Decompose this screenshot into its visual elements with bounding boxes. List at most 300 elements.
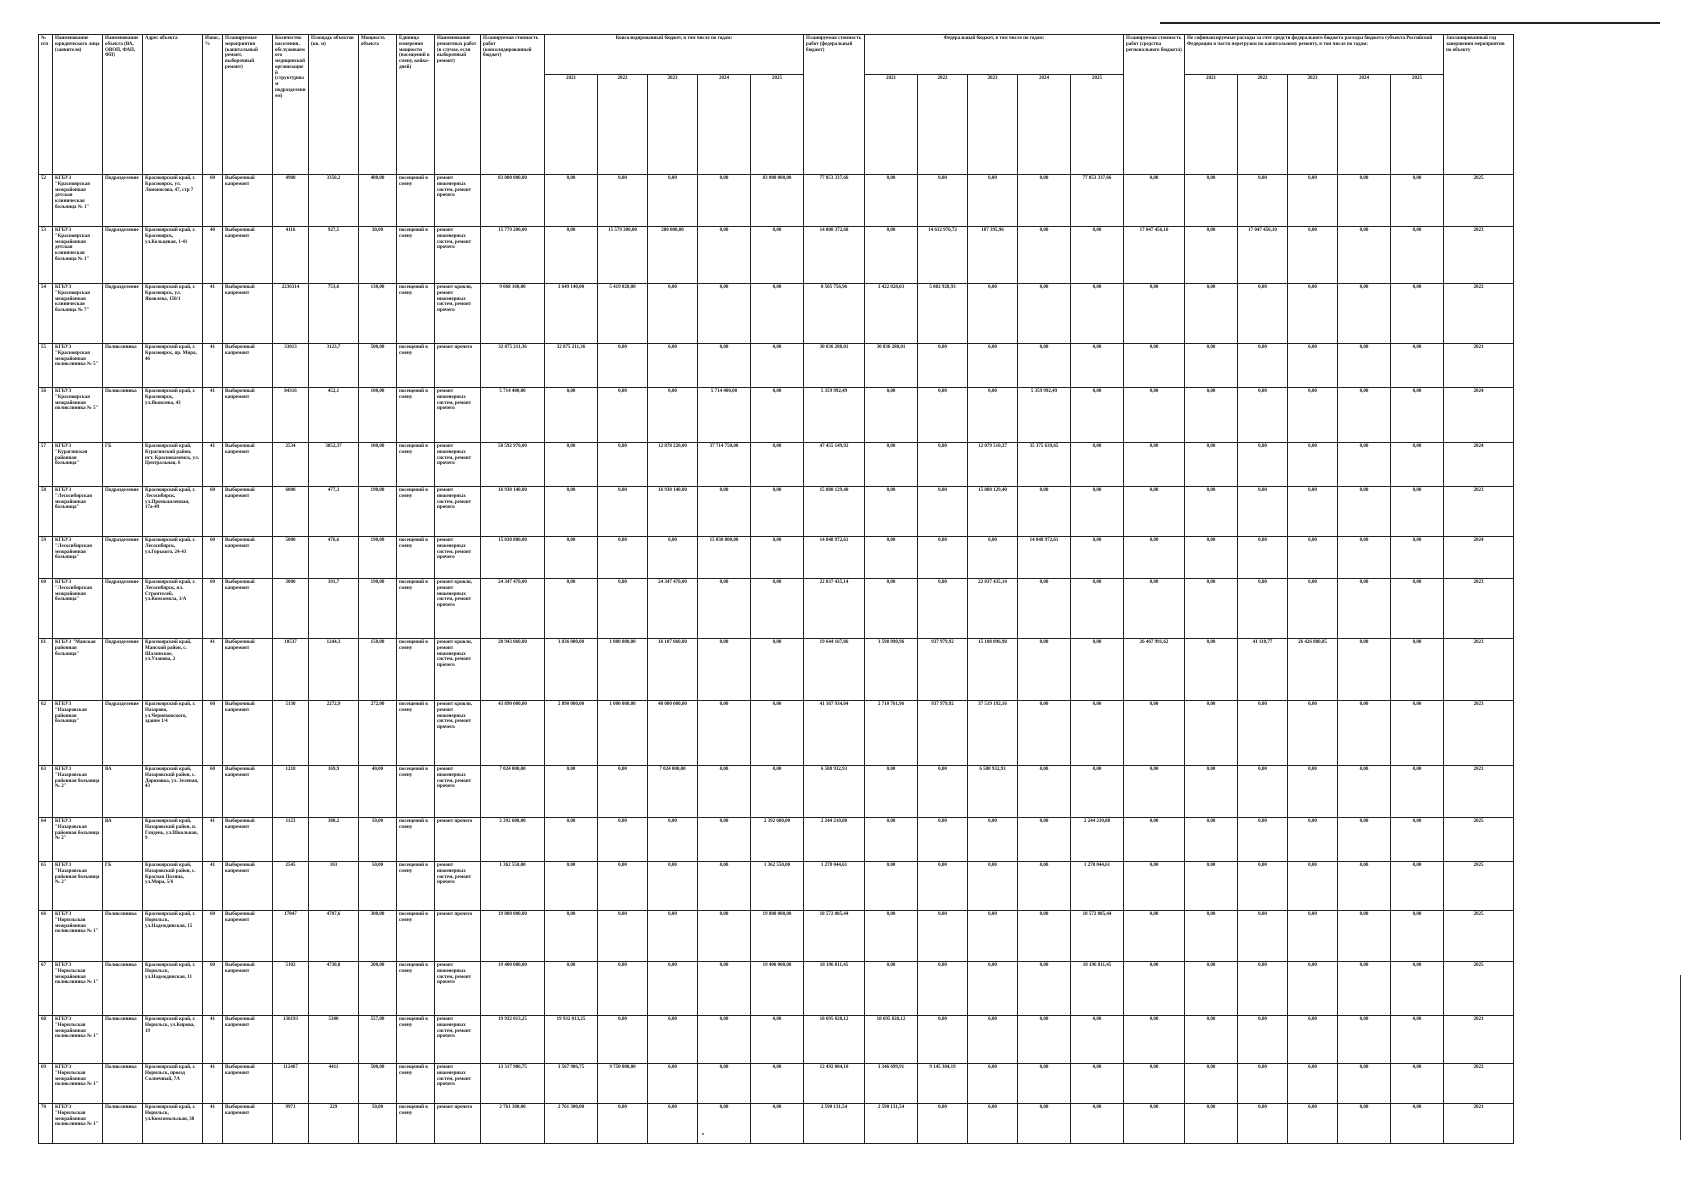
col-header-area: Площадь объектов (кв. м) bbox=[309, 35, 359, 175]
cell-nonco-year: 0,00 bbox=[1185, 766, 1238, 818]
cell-consolidated-cost: 7 024 000,00 bbox=[481, 766, 545, 818]
cell-nonco-year: 0,00 bbox=[1338, 227, 1391, 284]
cell-address: Красноярский край, г. Лесосибирск, ул.Горького, 24-43 bbox=[143, 537, 203, 579]
col-header-regional-cost: Планируемая стоимость работ (средства регионального бюджета) bbox=[1124, 35, 1185, 175]
cell-federal-cost: 77 853 337,66 bbox=[804, 175, 865, 227]
cell-served: 33013 bbox=[273, 344, 309, 388]
cell-cons-year: 19 800 000,00 bbox=[751, 911, 804, 962]
cell-address: Красноярский край, г. Норильск, ул.Кирова, 19 bbox=[143, 1016, 203, 1064]
cell-fed-year: 0,00 bbox=[918, 579, 968, 639]
cell-fed-year: 1 278 044,61 bbox=[1071, 862, 1124, 911]
cell-cons-year: 0,00 bbox=[698, 766, 751, 818]
cell-nonco-year: 0,00 bbox=[1391, 443, 1444, 487]
cell-works-list: ремонт инженерных систем, ремонт прочего bbox=[435, 175, 481, 227]
cell-regional-cost: 0,00 bbox=[1124, 175, 1185, 227]
cell-cons-year: 0,00 bbox=[698, 344, 751, 388]
cell-no: 62 bbox=[39, 701, 53, 766]
cell-nonco-year: 0,00 bbox=[1185, 344, 1238, 388]
cell-nonco-year: 0,00 bbox=[1185, 639, 1238, 701]
cell-wear: 60 bbox=[203, 766, 223, 818]
cell-year-done: 2024 bbox=[1444, 388, 1514, 443]
table-row bbox=[39, 175, 1514, 227]
cell-cons-year: 0,00 bbox=[751, 284, 804, 344]
cell-wear: 41 bbox=[203, 818, 223, 862]
cell-nonco-year: 0,00 bbox=[1288, 388, 1338, 443]
cell-nonco-year: 0,00 bbox=[1338, 639, 1391, 701]
cell-regional-cost: 0,00 bbox=[1124, 818, 1185, 862]
table-row bbox=[39, 537, 1514, 579]
cell-federal-cost: 47 455 149,92 bbox=[804, 443, 865, 487]
cell-address: Красноярский край, г. Красноярск, пр. Мира, 46 bbox=[143, 344, 203, 388]
cell-planned-works: Выборочный капремонт bbox=[223, 227, 273, 284]
cell-served: 2534 bbox=[273, 443, 309, 487]
cell-object-name: Подразделение bbox=[103, 284, 143, 344]
scan-edge-line bbox=[1680, 975, 1681, 1140]
cell-year-done: 2021 bbox=[1444, 1016, 1514, 1064]
cell-capacity: 150,00 bbox=[359, 639, 397, 701]
cell-fed-year: 0,00 bbox=[1071, 639, 1124, 701]
cell-nonco-year: 0,00 bbox=[1338, 962, 1391, 1016]
cell-served: 2236314 bbox=[273, 284, 309, 344]
cell-fed-year: 0,00 bbox=[1071, 1016, 1124, 1064]
cell-object-name: ГБ bbox=[103, 862, 143, 911]
cell-cons-year: 1 000 000,00 bbox=[598, 639, 648, 701]
cell-capacity-unit: посещений в смену bbox=[397, 227, 435, 284]
cell-planned-works: Выборочный капремонт bbox=[223, 443, 273, 487]
cell-fed-year: 0,00 bbox=[968, 175, 1018, 227]
cell-nonco-year: 0,00 bbox=[1185, 862, 1238, 911]
table-row bbox=[39, 639, 1514, 701]
cell-fed-year: 2 710 761,96 bbox=[865, 701, 918, 766]
cell-regional-cost: 0,00 bbox=[1124, 766, 1185, 818]
cell-cons-year: 5 714 400,00 bbox=[698, 388, 751, 443]
cell-wear: 60 bbox=[203, 175, 223, 227]
cell-fed-year: 18 572 085,44 bbox=[1071, 911, 1124, 962]
col-header-cons-year: 2021 bbox=[545, 75, 598, 175]
cell-fed-year: 0,00 bbox=[1018, 579, 1071, 639]
cell-fed-year: 0,00 bbox=[1018, 911, 1071, 962]
cell-cons-year: 0,00 bbox=[598, 1016, 648, 1064]
cell-nonco-year: 0,00 bbox=[1391, 487, 1444, 537]
col-header-cons-year: 2025 bbox=[751, 75, 804, 175]
cell-federal-cost: 8 505 756,96 bbox=[804, 284, 865, 344]
cell-works-list: ремонт прочего bbox=[435, 911, 481, 962]
cell-cons-year: 0,00 bbox=[545, 537, 598, 579]
cell-object-name: Подразделение bbox=[103, 227, 143, 284]
cell-fed-year: 0,00 bbox=[968, 962, 1018, 1016]
col-header-year-done: Запланированный год завершения мероприятия по объекту bbox=[1444, 35, 1514, 175]
cell-capacity: 500,00 bbox=[359, 344, 397, 388]
cell-served: 6000 bbox=[273, 487, 309, 537]
cell-fed-year: 12 079 510,27 bbox=[968, 443, 1018, 487]
cell-works-list: ремонт инженерных систем, ремонт прочего bbox=[435, 1016, 481, 1064]
cell-nonco-year: 0,00 bbox=[1185, 579, 1238, 639]
cell-no: 56 bbox=[39, 388, 53, 443]
cell-area: 1244,3 bbox=[309, 639, 359, 701]
cell-nonco-year: 0,00 bbox=[1288, 862, 1338, 911]
cell-nonco-year: 0,00 bbox=[1238, 487, 1288, 537]
cell-nonco-year: 0,00 bbox=[1185, 487, 1238, 537]
cell-institution: КГБУЗ "Лесосибирская межрайонная больница" bbox=[53, 579, 103, 639]
cell-fed-year: 0,00 bbox=[1018, 1064, 1071, 1104]
cell-works-list: ремонт кровли, ремонт инженерных систем, ремонт прочего bbox=[435, 639, 481, 701]
table-row bbox=[39, 487, 1514, 537]
cell-nonco-year: 0,00 bbox=[1185, 537, 1238, 579]
cell-institution: КГБУЗ "Норильская межрайонная поликлиника № 1" bbox=[53, 1016, 103, 1064]
cell-fed-year: 0,00 bbox=[968, 911, 1018, 962]
table-row bbox=[39, 862, 1514, 911]
cell-capacity: 30,00 bbox=[359, 227, 397, 284]
cell-cons-year: 0,00 bbox=[751, 344, 804, 388]
cell-capacity: 200,00 bbox=[359, 962, 397, 1016]
cell-institution: КГБУЗ "Назаровская районная больница № 2" bbox=[53, 862, 103, 911]
cell-address: Красноярский край, г. Красноярск, ул.Кольцевая, 1-41 bbox=[143, 227, 203, 284]
cell-planned-works: Выборочный капремонт bbox=[223, 701, 273, 766]
cell-works-list: ремонт инженерных систем, ремонт прочего bbox=[435, 537, 481, 579]
cell-capacity-unit: посещений в смену bbox=[397, 175, 435, 227]
col-header-no: № п/п bbox=[39, 35, 53, 175]
cell-fed-year: 0,00 bbox=[1018, 701, 1071, 766]
cell-fed-year: 0,00 bbox=[918, 537, 968, 579]
cell-object-name: Подразделение bbox=[103, 639, 143, 701]
cell-fed-year: 0,00 bbox=[968, 1064, 1018, 1104]
cell-planned-works: Выборочный капремонт bbox=[223, 962, 273, 1016]
cell-cons-year: 0,00 bbox=[598, 579, 648, 639]
cell-cons-year: 0,00 bbox=[545, 911, 598, 962]
cell-nonco-year: 0,00 bbox=[1391, 962, 1444, 1016]
cell-works-list: ремонт кровли, ремонт инженерных систем, ремонт прочего bbox=[435, 579, 481, 639]
cell-works-list: ремонт инженерных систем, ремонт прочего bbox=[435, 443, 481, 487]
cell-institution: КГБУЗ "Норильская межрайонная поликлиника № 1" bbox=[53, 962, 103, 1016]
cell-cons-year: 0,00 bbox=[648, 818, 698, 862]
col-header-served: Количество населения, обслуживаемого медицинской организацией (структурным подразделением) bbox=[273, 35, 309, 175]
cell-consolidated-cost: 13 317 986,75 bbox=[481, 1064, 545, 1104]
cell-capacity: 190,00 bbox=[359, 537, 397, 579]
cell-capacity: 500,00 bbox=[359, 1064, 397, 1104]
cell-consolidated-cost: 24 347 470,00 bbox=[481, 579, 545, 639]
cell-object-name: Подразделение bbox=[103, 701, 143, 766]
cell-planned-works: Выборочный капремонт bbox=[223, 388, 273, 443]
cell-institution: КГБУЗ "Красноярская межрайонная клиническая больница № 7" bbox=[53, 284, 103, 344]
cell-nonco-year: 0,00 bbox=[1238, 818, 1288, 862]
cell-fed-year: 0,00 bbox=[1018, 766, 1071, 818]
cell-regional-cost: 17 047 456,10 bbox=[1124, 227, 1185, 284]
cell-consolidated-cost: 2 761 300,00 bbox=[481, 1104, 545, 1144]
cell-cons-year: 3 649 140,00 bbox=[545, 284, 598, 344]
cell-served: 5000 bbox=[273, 537, 309, 579]
cell-nonco-year: 0,00 bbox=[1391, 911, 1444, 962]
cell-capacity: 400,00 bbox=[359, 175, 397, 227]
cell-address: Красноярский край, Назаровский район, с. Дороховка, ул. Зеленая, 43 bbox=[143, 766, 203, 818]
cell-cons-year: 9 750 000,00 bbox=[598, 1064, 648, 1104]
col-header-institution: Наименование юридического лица (заявителя) bbox=[53, 35, 103, 175]
cell-cons-year: 0,00 bbox=[545, 487, 598, 537]
cell-nonco-year: 0,00 bbox=[1185, 443, 1238, 487]
cell-nonco-year: 0,00 bbox=[1185, 701, 1238, 766]
cell-fed-year: 0,00 bbox=[1071, 344, 1124, 388]
cell-object-name: Поликлиника bbox=[103, 962, 143, 1016]
cell-area: 477,3 bbox=[309, 487, 359, 537]
cell-cons-year: 0,00 bbox=[545, 862, 598, 911]
cell-cons-year: 0,00 bbox=[545, 818, 598, 862]
cell-nonco-year: 0,00 bbox=[1185, 1064, 1238, 1104]
cell-cons-year: 0,00 bbox=[545, 766, 598, 818]
cell-address: Красноярский край, г. Красноярск, ул. Яковлева, 150/1 bbox=[143, 284, 203, 344]
cell-area: 4411 bbox=[309, 1064, 359, 1104]
cell-nonco-year: 0,00 bbox=[1338, 487, 1391, 537]
col-header-planned-works: Планируемые мероприятия (капитальный ремонт, выборочный ремонт) bbox=[223, 35, 273, 175]
cell-object-name: Подразделение bbox=[103, 175, 143, 227]
cell-institution: КГБУЗ "Красноярская межрайонная детская клиническая больница № 1" bbox=[53, 175, 103, 227]
cell-consolidated-cost: 15 779 200,00 bbox=[481, 227, 545, 284]
cell-nonco-year: 0,00 bbox=[1338, 818, 1391, 862]
cell-consolidated-cost: 5 714 400,00 bbox=[481, 388, 545, 443]
cell-nonco-year: 0,00 bbox=[1338, 1064, 1391, 1104]
cell-nonco-year: 0,00 bbox=[1185, 962, 1238, 1016]
cell-fed-year: 0,00 bbox=[865, 862, 918, 911]
cell-cons-year: 40 000 000,00 bbox=[648, 701, 698, 766]
cell-consolidated-cost: 19 932 013,25 bbox=[481, 1016, 545, 1064]
cell-planned-works: Выборочный капремонт bbox=[223, 766, 273, 818]
cell-fed-year: 0,00 bbox=[865, 443, 918, 487]
cell-nonco-year: 0,00 bbox=[1288, 818, 1338, 862]
cell-served: 4900 bbox=[273, 175, 309, 227]
cell-fed-year: 0,00 bbox=[1071, 1064, 1124, 1104]
cell-cons-year: 0,00 bbox=[598, 487, 648, 537]
cell-cons-year: 0,00 bbox=[698, 1104, 751, 1144]
cell-regional-cost: 0,00 bbox=[1124, 487, 1185, 537]
cell-cons-year: 32 875 211,36 bbox=[545, 344, 598, 388]
cell-nonco-year: 0,00 bbox=[1238, 1064, 1288, 1104]
cell-address: Красноярский край, г. Лесосибирск, ул.Промышленная, 17а-49 bbox=[143, 487, 203, 537]
cell-nonco-year: 0,00 bbox=[1238, 344, 1288, 388]
cell-fed-year: 0,00 bbox=[865, 579, 918, 639]
col-header-nonco-year: 2024 bbox=[1338, 75, 1391, 175]
cell-cons-year: 15 579 200,00 bbox=[598, 227, 648, 284]
cell-year-done: 2021 bbox=[1444, 1104, 1514, 1144]
cell-capacity: 100,00 bbox=[359, 388, 397, 443]
cell-object-name: ГБ bbox=[103, 443, 143, 487]
cell-fed-year: 0,00 bbox=[918, 818, 968, 862]
cell-federal-cost: 30 836 288,01 bbox=[804, 344, 865, 388]
cell-cons-year: 0,00 bbox=[648, 388, 698, 443]
table-row bbox=[39, 818, 1514, 862]
col-header-address: Адрес объекта bbox=[143, 35, 203, 175]
cell-area: 4730,8 bbox=[309, 962, 359, 1016]
cell-federal-cost: 6 588 932,93 bbox=[804, 766, 865, 818]
cell-cons-year: 0,00 bbox=[751, 701, 804, 766]
cell-area: 229 bbox=[309, 1104, 359, 1144]
cell-regional-cost: 0,00 bbox=[1124, 1016, 1185, 1064]
cell-nonco-year: 0,00 bbox=[1288, 1016, 1338, 1064]
cell-cons-year: 5 419 020,00 bbox=[598, 284, 648, 344]
cell-cons-year: 1 000 000,00 bbox=[598, 701, 648, 766]
cell-cons-year: 0,00 bbox=[598, 175, 648, 227]
cell-nonco-year: 0,00 bbox=[1338, 862, 1391, 911]
cell-cons-year: 0,00 bbox=[598, 862, 648, 911]
cell-consolidated-cost: 50 592 970,00 bbox=[481, 443, 545, 487]
cell-nonco-year: 0,00 bbox=[1391, 766, 1444, 818]
cell-object-name: Поликлиника bbox=[103, 344, 143, 388]
cell-fed-year: 35 375 639,65 bbox=[1018, 443, 1071, 487]
cell-wear: 40 bbox=[203, 227, 223, 284]
cell-no: 53 bbox=[39, 227, 53, 284]
cell-cons-year: 0,00 bbox=[598, 537, 648, 579]
cell-regional-cost: 0,00 bbox=[1124, 1064, 1185, 1104]
cell-fed-year: 0,00 bbox=[918, 911, 968, 962]
cell-works-list: ремонт прочего bbox=[435, 1104, 481, 1144]
cell-fed-year: 0,00 bbox=[1071, 537, 1124, 579]
cell-year-done: 2025 bbox=[1444, 818, 1514, 862]
cell-cons-year: 0,00 bbox=[698, 487, 751, 537]
cell-federal-cost: 14 848 972,61 bbox=[804, 537, 865, 579]
cell-year-done: 2025 bbox=[1444, 175, 1514, 227]
cell-federal-cost: 22 837 435,14 bbox=[804, 579, 865, 639]
cell-object-name: Поликлиника bbox=[103, 388, 143, 443]
cell-capacity-unit: посещений в смену bbox=[397, 1064, 435, 1104]
cell-cons-year: 0,00 bbox=[598, 962, 648, 1016]
cell-works-list: ремонт инженерных систем, ремонт прочего bbox=[435, 487, 481, 537]
cell-fed-year: 22 837 435,14 bbox=[968, 579, 1018, 639]
cell-regional-cost: 0,00 bbox=[1124, 962, 1185, 1016]
cell-fed-year: 0,00 bbox=[1071, 701, 1124, 766]
cell-nonco-year: 0,00 bbox=[1338, 388, 1391, 443]
cell-wear: 41 bbox=[203, 388, 223, 443]
cell-cons-year: 0,00 bbox=[648, 962, 698, 1016]
cell-served: 3000 bbox=[273, 579, 309, 639]
cell-served: 17047 bbox=[273, 911, 309, 962]
cell-nonco-year: 17 047 456,10 bbox=[1238, 227, 1288, 284]
cell-served: 84316 bbox=[273, 388, 309, 443]
cell-cons-year: 0,00 bbox=[545, 388, 598, 443]
cell-capacity: 190,00 bbox=[359, 487, 397, 537]
cell-cons-year: 1 362 550,00 bbox=[751, 862, 804, 911]
cell-capacity: 272,00 bbox=[359, 701, 397, 766]
cell-fed-year: 0,00 bbox=[968, 344, 1018, 388]
cell-capacity: 100,00 bbox=[359, 443, 397, 487]
cell-address: Красноярский край, Назаровский район, с. Красная Поляна, ул.Мира, 5/6 bbox=[143, 862, 203, 911]
cell-nonco-year: 0,00 bbox=[1288, 701, 1338, 766]
col-header-consolidated-group: Консолидированный бюджет, в том числе по годам: bbox=[545, 35, 804, 75]
cell-works-list: ремонт кровли, ремонт инженерных систем, ремонт прочего bbox=[435, 701, 481, 766]
cell-cons-year: 0,00 bbox=[698, 175, 751, 227]
cell-area: 391,7 bbox=[309, 579, 359, 639]
cell-area: 753,6 bbox=[309, 284, 359, 344]
cell-cons-year: 15 830 800,00 bbox=[698, 537, 751, 579]
cell-planned-works: Выборочный капремонт bbox=[223, 818, 273, 862]
cell-nonco-year: 0,00 bbox=[1338, 911, 1391, 962]
cell-institution: КГБУЗ "Норильская межрайонная поликлиника № 1" bbox=[53, 1104, 103, 1144]
cell-cons-year: 0,00 bbox=[598, 344, 648, 388]
cell-cons-year: 0,00 bbox=[751, 579, 804, 639]
cell-address: Красноярский край, г. Норильск, ул.Надеждинская, 15 bbox=[143, 911, 203, 962]
cell-works-list: ремонт инженерных систем, ремонт прочего bbox=[435, 388, 481, 443]
cell-nonco-year: 0,00 bbox=[1338, 175, 1391, 227]
cell-no: 59 bbox=[39, 537, 53, 579]
cell-regional-cost: 0,00 bbox=[1124, 344, 1185, 388]
header-rule bbox=[1160, 22, 1660, 24]
cell-fed-year: 0,00 bbox=[1018, 1104, 1071, 1144]
cell-federal-cost: 18 196 811,45 bbox=[804, 962, 865, 1016]
cell-nonco-year: 0,00 bbox=[1391, 862, 1444, 911]
cell-served: 9971 bbox=[273, 1104, 309, 1144]
cell-institution: КГБУЗ "Красноярская межрайонная детская клиническая больница № 1" bbox=[53, 227, 103, 284]
cell-nonco-year: 0,00 bbox=[1338, 766, 1391, 818]
cell-cons-year: 0,00 bbox=[698, 862, 751, 911]
cell-nonco-year: 0,00 bbox=[1338, 1016, 1391, 1064]
cell-cons-year: 16 107 060,00 bbox=[648, 639, 698, 701]
table-row bbox=[39, 766, 1514, 818]
cell-cons-year: 2 392 600,00 bbox=[751, 818, 804, 862]
cell-object-name: ВА bbox=[103, 766, 143, 818]
cell-capacity-unit: посещений в смену bbox=[397, 1104, 435, 1144]
cell-fed-year: 937 979,92 bbox=[918, 639, 968, 701]
cell-regional-cost: 0,00 bbox=[1124, 1104, 1185, 1144]
cell-fed-year: 0,00 bbox=[1018, 227, 1071, 284]
cell-fed-year: 0,00 bbox=[865, 537, 918, 579]
cell-cons-year: 0,00 bbox=[751, 1064, 804, 1104]
cell-fed-year: 0,00 bbox=[1018, 487, 1071, 537]
cell-fed-year: 0,00 bbox=[1071, 487, 1124, 537]
cell-nonco-year: 26 426 880,85 bbox=[1288, 639, 1338, 701]
cell-federal-cost: 19 644 167,86 bbox=[804, 639, 865, 701]
cell-no: 58 bbox=[39, 487, 53, 537]
cell-capacity-unit: посещений в смену bbox=[397, 962, 435, 1016]
cell-cons-year: 0,00 bbox=[698, 227, 751, 284]
cell-area: 3350,2 bbox=[309, 175, 359, 227]
cell-regional-cost: 0,00 bbox=[1124, 388, 1185, 443]
cell-fed-year: 0,00 bbox=[968, 818, 1018, 862]
cell-cons-year: 0,00 bbox=[648, 1064, 698, 1104]
cell-planned-works: Выборочный капремонт bbox=[223, 344, 273, 388]
cell-nonco-year: 0,00 bbox=[1391, 284, 1444, 344]
cell-nonco-year: 0,00 bbox=[1238, 1016, 1288, 1064]
cell-fed-year: 0,00 bbox=[968, 1104, 1018, 1144]
cell-cons-year: 0,00 bbox=[698, 1016, 751, 1064]
cell-consolidated-cost: 83 000 000,00 bbox=[481, 175, 545, 227]
cell-cons-year: 0,00 bbox=[698, 284, 751, 344]
cell-nonco-year: 0,00 bbox=[1185, 818, 1238, 862]
cell-cons-year: 2 890 000,00 bbox=[545, 701, 598, 766]
cell-wear: 41 bbox=[203, 1016, 223, 1064]
table-row bbox=[39, 1064, 1514, 1104]
cell-served: 1218 bbox=[273, 766, 309, 818]
cell-consolidated-cost: 16 930 140,00 bbox=[481, 487, 545, 537]
cell-fed-year: 14 848 972,61 bbox=[1018, 537, 1071, 579]
cell-nonco-year: 0,00 bbox=[1338, 537, 1391, 579]
cell-cons-year: 0,00 bbox=[648, 175, 698, 227]
cell-institution: КГБУЗ "Норильская межрайонная поликлиника № 1" bbox=[53, 1064, 103, 1104]
cell-nonco-year: 0,00 bbox=[1391, 388, 1444, 443]
cell-planned-works: Выборочный капремонт bbox=[223, 639, 273, 701]
table-row bbox=[39, 284, 1514, 344]
cell-fed-year: 0,00 bbox=[1071, 227, 1124, 284]
cell-no: 70 bbox=[39, 1104, 53, 1144]
cell-nonco-year: 0,00 bbox=[1238, 579, 1288, 639]
cell-year-done: 2022 bbox=[1444, 284, 1514, 344]
cell-regional-cost: 0,00 bbox=[1124, 579, 1185, 639]
cell-year-done: 2023 bbox=[1444, 579, 1514, 639]
cell-nonco-year: 0,00 bbox=[1288, 766, 1338, 818]
cell-institution: КГБУЗ "Манская районная больница" bbox=[53, 639, 103, 701]
cell-cons-year: 0,00 bbox=[648, 344, 698, 388]
cell-regional-cost: 0,00 bbox=[1124, 443, 1185, 487]
cell-cons-year: 0,00 bbox=[598, 818, 648, 862]
cell-capacity: 50,00 bbox=[359, 818, 397, 862]
register-sheet bbox=[38, 34, 1514, 1144]
cell-capacity-unit: посещений в смену bbox=[397, 487, 435, 537]
cell-planned-works: Выборочный капремонт bbox=[223, 1104, 273, 1144]
